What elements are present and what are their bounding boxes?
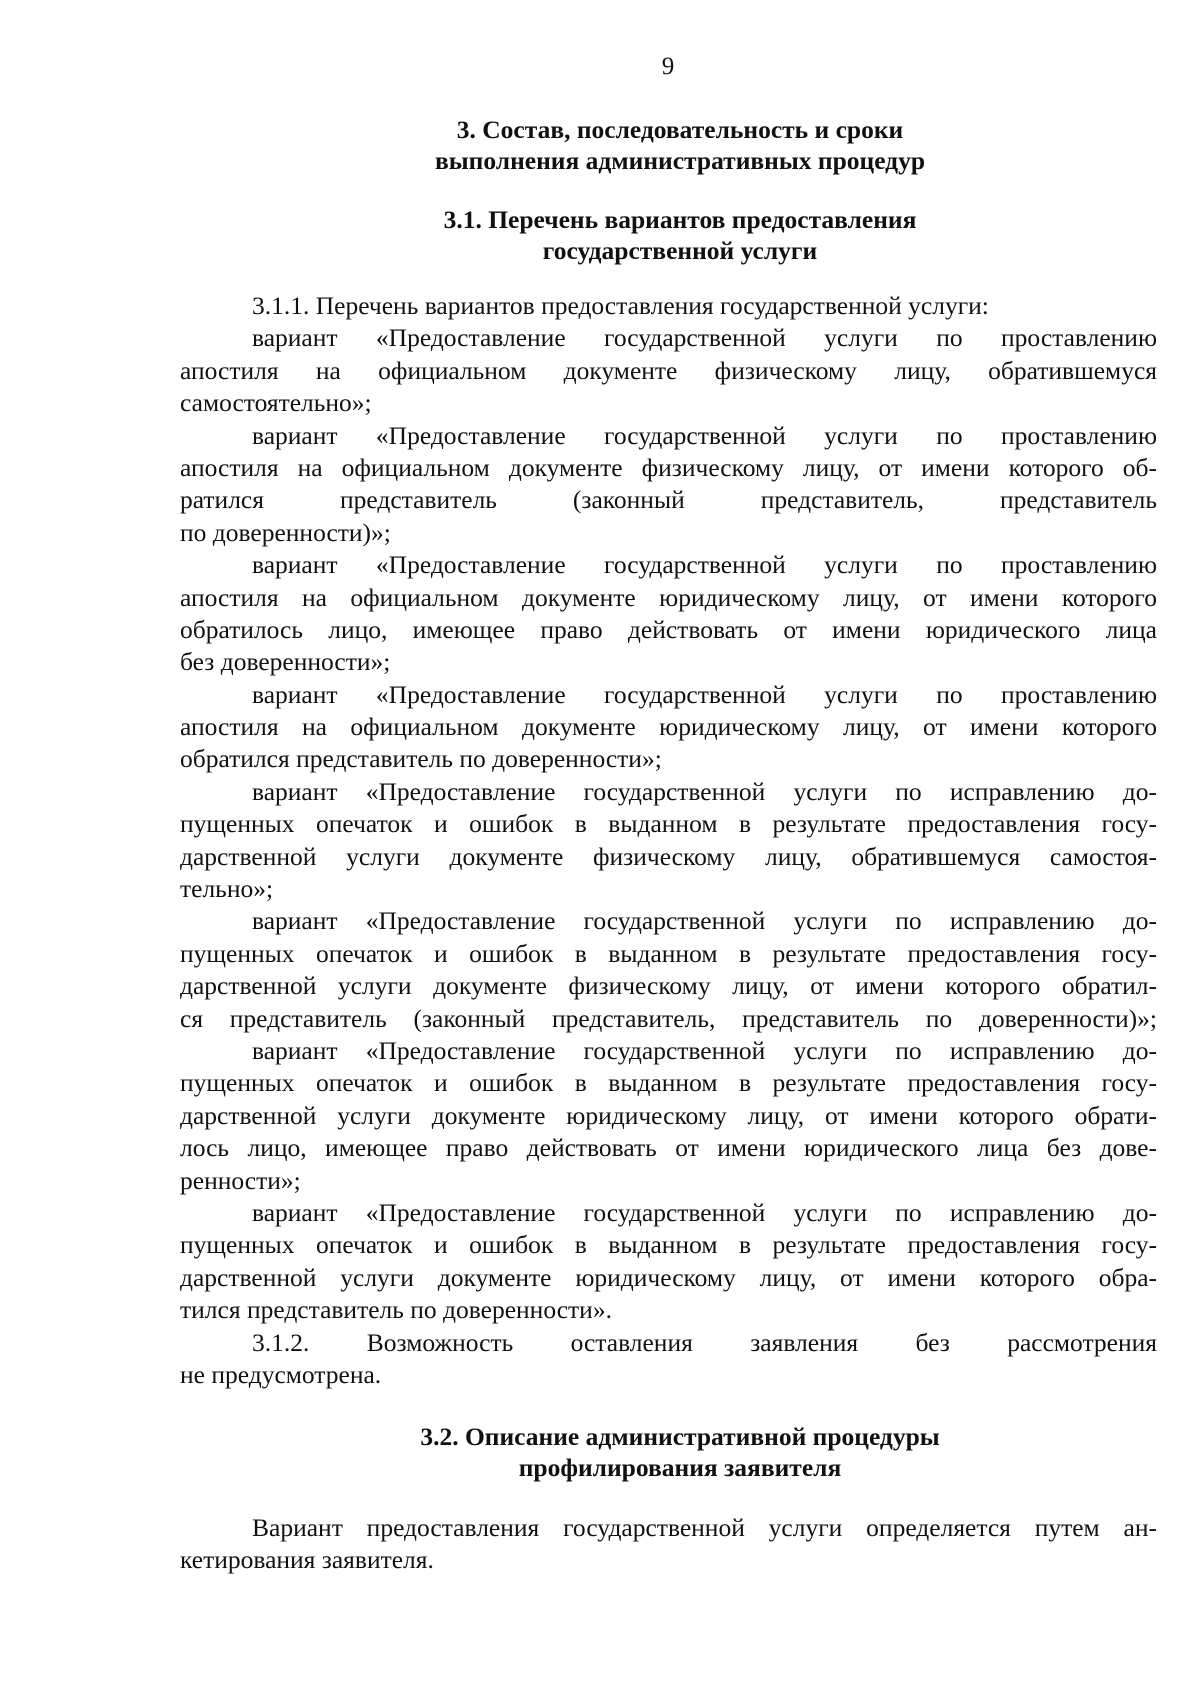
text-line: 3.1.1. Перечень вариантов предоставления государственной услуги:	[252, 291, 989, 320]
text-line: пущенных опечаток и ошибок в выданном в результате предоставления госу-	[180, 1230, 1157, 1260]
text-line: вариант «Предоставление государственной услуги по исправлению до-	[252, 1035, 1157, 1065]
text-line: пущенных опечаток и ошибок в выданном в результате предоставления госу-	[180, 1068, 1157, 1098]
text-line: вариант «Предоставление государственной услуги по исправлению до-	[252, 1197, 1157, 1227]
text-line: вариант «Предоставление государственной услуги по проставлению	[252, 550, 1157, 580]
text-line: без доверенности»;	[180, 647, 391, 677]
text-line: 3.1.2. Возможность оставления заявления без рассмотрения	[252, 1327, 1157, 1357]
subsection-heading-line-2: профилирования заявителя	[518, 1453, 842, 1482]
text-line: вариант «Предоставление государственной услуги по проставлению	[252, 420, 1157, 450]
subsection-heading-3-1	[180, 204, 1180, 266]
text-line: вариант «Предоставление государственной услуги по проставлению	[252, 679, 1157, 709]
section-heading-line-2: выполнения административных процедур	[434, 146, 926, 175]
closing-paragraph	[180, 1512, 1157, 1577]
text-line: тельно»;	[180, 874, 274, 904]
text-line: апостиля на официальном документе юридическому лицу, от имени которого	[180, 582, 1157, 612]
text-line: дарственной услуги документе юридическому лицу, от имени которого обра-	[180, 1262, 1157, 1292]
variants-list	[180, 290, 1157, 1391]
subsection-heading-line-1: 3.1. Перечень вариантов предоставления	[443, 205, 917, 234]
text-line: вариант «Предоставление государственной услуги по проставлению	[252, 323, 1157, 353]
text-line: пущенных опечаток и ошибок в выданном в результате предоставления госу-	[180, 809, 1157, 839]
text-line: дарственной услуги документе физическому лицу, от имени которого обратил-	[180, 971, 1157, 1001]
text-line: самостоятельно»;	[180, 388, 372, 418]
text-line: апостиля на официальном документе физическому лицу, обратившемуся	[180, 355, 1157, 385]
text-line: ратился представитель (законный представитель, представитель	[180, 485, 1157, 515]
text-line: обратился представитель по доверенности»;	[180, 744, 662, 774]
text-line: дарственной услуги документе физическому лицу, обратившемуся самостоя-	[180, 841, 1157, 871]
text-line: дарственной услуги документе юридическому лицу, от имени которого обрати-	[180, 1100, 1157, 1130]
text-line: ренности»;	[180, 1165, 301, 1195]
text-line: лось лицо, имеющее право действовать от имени юридического лица без дове-	[180, 1133, 1157, 1163]
text-line: тился представитель по доверенности».	[180, 1295, 612, 1325]
text-line: не предусмотрена.	[180, 1359, 382, 1389]
text-line: вариант «Предоставление государственной услуги по исправлению до-	[252, 906, 1157, 936]
text-line: по доверенности)»;	[180, 517, 391, 547]
text-line: кетирования заявителя.	[180, 1545, 434, 1575]
text-line: вариант «Предоставление государственной услуги по исправлению до-	[252, 776, 1157, 806]
page-number: 9	[661, 53, 675, 80]
subsection-heading-3-2	[180, 1421, 1180, 1483]
subsection-heading-line-2: государственной услуги	[542, 236, 818, 265]
text-line: обратилось лицо, имеющее право действовать от имени юридического лица	[180, 614, 1157, 644]
section-heading	[180, 114, 1180, 176]
text-line: ся представитель (законный представитель, представитель по доверенности)»;	[180, 1003, 1157, 1033]
text-line: Вариант предоставления государственной услуги определяется путем ан-	[252, 1513, 1157, 1542]
text-line: пущенных опечаток и ошибок в выданном в результате предоставления госу-	[180, 938, 1157, 968]
section-heading-line-1: 3. Состав, последовательность и сроки	[456, 115, 904, 144]
text-line: апостиля на официальном документе физическому лицу, от имени которого об-	[180, 452, 1157, 482]
subsection-heading-line-1: 3.2. Описание административной процедуры	[420, 1422, 940, 1451]
text-line: апостиля на официальном документе юридическому лицу, от имени которого	[180, 712, 1157, 742]
